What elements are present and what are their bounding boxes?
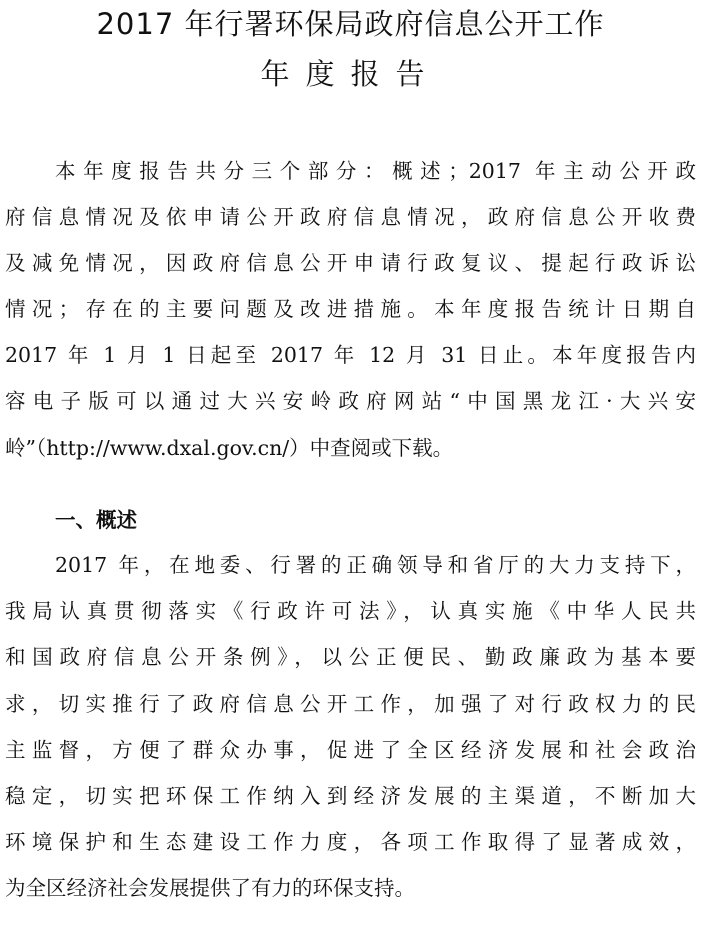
intro-line: 及减免情况，因政府信息公开申请行政复议、提起行政诉讼 (5, 251, 696, 275)
overview-line: 环境保护和生态建设工作力度，各项工作取得了显著成效， (5, 830, 696, 854)
intro-line: 本年度报告共分三个部分：概述；2017 年主动公开政 (55, 159, 696, 183)
intro-line: 容电子版可以通过大兴安岭政府网站“中国黑龙江·大兴安 (5, 389, 696, 413)
overview-line: 主监督，方便了群众办事，促进了全区经济发展和社会政治 (5, 738, 696, 762)
overview-line: 为全区经济社会发展提供了有力的环保支持。 (5, 876, 415, 900)
document-subtitle: 年度报告 (260, 57, 441, 91)
overview-line: 2017 年，在地委、行署的正确领导和省厅的大力支持下， (55, 553, 696, 577)
intro-line: 情况；存在的主要问题及改进措施。本年度报告统计日期自 (5, 297, 696, 321)
intro-line: 2017 年 1 月 1 日起至 2017 年 12 月 31 日止。本年度报告内 (5, 343, 696, 367)
overview-line: 稳定，切实把环保工作纳入到经济发展的主渠道，不断加大 (5, 784, 696, 808)
intro-line: 府信息情况及依申请公开政府信息情况，政府信息公开收费 (5, 205, 696, 229)
section-heading-overview: 一、概述 (55, 508, 137, 532)
intro-line: 岭”（http://www.dxal.gov.cn/）中查阅或下载。 (5, 436, 454, 460)
overview-line: 我局认真贯彻落实《行政许可法》，认真实施《中华人民共 (5, 599, 696, 623)
overview-line: 求，切实推行了政府信息公开工作，加强了对行政权力的民 (5, 692, 696, 716)
overview-line: 和国政府信息公开条例》，以公正便民、勤政廉政为基本要 (5, 645, 696, 669)
document-title: 2017 年行署环保局政府信息公开工作 (96, 7, 605, 41)
